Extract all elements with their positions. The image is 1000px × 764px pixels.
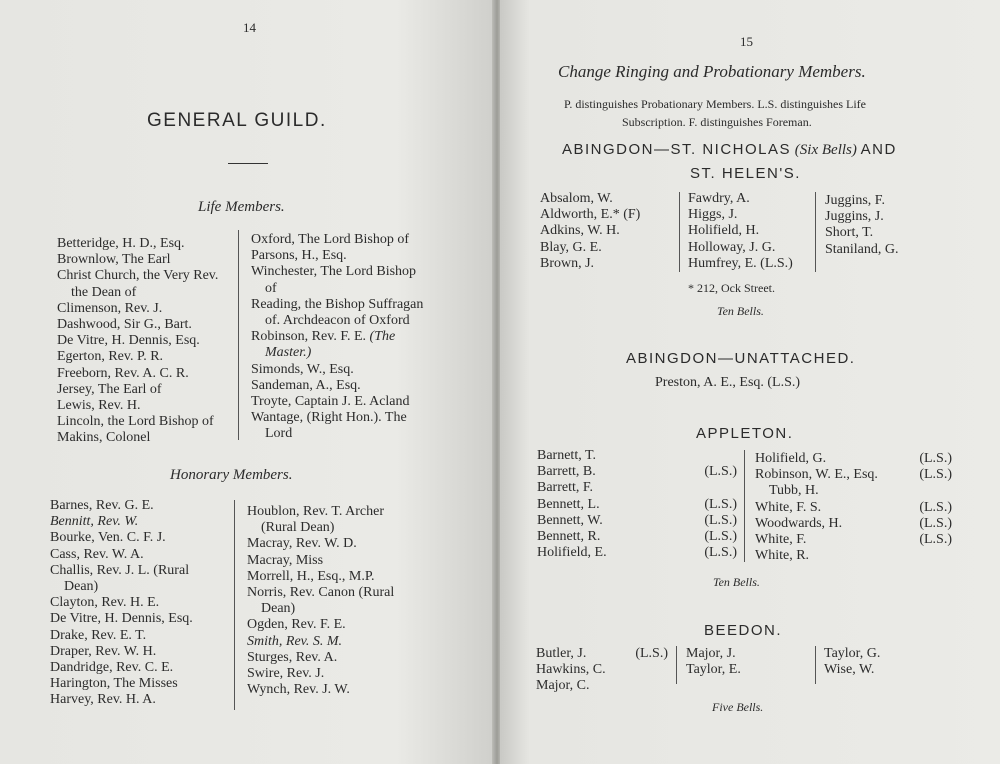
list-item: Lewis, Rev. H. (57, 398, 141, 414)
column-divider (238, 230, 239, 440)
list-item: Winchester, The Lord Bishop (251, 264, 417, 280)
beedon-col2 (686, 646, 741, 678)
list-item: Woodwards, H. (L.S.) (755, 515, 952, 531)
list-item: of (265, 280, 277, 296)
list-item: Betteridge, H. D., Esq. (57, 236, 185, 251)
list-item: Harington, The Misses (50, 676, 178, 692)
list-item: Harvey, Rev. H. A. (50, 692, 156, 708)
list-item: De Vitre, H. Dennis, Esq. (50, 611, 193, 627)
list-item: Morrell, H., Esq., M.P. (247, 568, 375, 584)
list-item: Wynch, Rev. J. W. (247, 682, 350, 698)
list-item: Lord (265, 426, 293, 442)
honorary-members-heading: Honorary Members. (170, 467, 293, 483)
beedon-col1 (536, 646, 668, 695)
list-item: White, F. S. (L.S.) (755, 499, 952, 515)
list-item: Wise, W. (824, 662, 875, 678)
list-item: Holloway, J. G. (688, 239, 776, 255)
unattached-heading: ABINGDON—UNATTACHED. (626, 350, 856, 367)
list-item: Taylor, G. (824, 646, 881, 661)
list-item: Sandeman, A., Esq. (251, 377, 361, 393)
list-item: Juggins, J. (825, 209, 884, 225)
list-item: Humfrey, E. (L.S.) (688, 255, 793, 271)
column-divider (815, 646, 816, 684)
list-item: White, R. (755, 548, 810, 564)
list-item: Makins, Colonel (57, 430, 151, 446)
beedon-heading: BEEDON. (704, 622, 783, 639)
honorary-members-col2 (247, 504, 394, 698)
list-item: Reading, the Bishop Suffragan (251, 296, 424, 312)
page-number: 14 (243, 20, 256, 35)
unattached-member: Preston, A. E., Esq. (L.S.) (655, 375, 801, 390)
life-members-col1 (57, 236, 218, 447)
column-divider (744, 450, 745, 562)
list-item: Master.) (265, 345, 312, 361)
list-item: Sturges, Rev. A. (247, 649, 338, 665)
list-item: Short, T. (825, 225, 874, 241)
list-item: Absalom, W. (540, 191, 613, 206)
legend-note-line1: P. distinguishes Probationary Members. L.S. distinguishes Life (564, 97, 866, 111)
life-members-heading: Life Members. (198, 199, 285, 215)
list-item: Egerton, Rev. P. R. (57, 349, 164, 365)
list-item: Brownlow, The Earl (57, 252, 171, 268)
list-item: Staniland, G. (825, 241, 899, 257)
abingdon-bells: Ten Bells. (717, 304, 764, 318)
life-members-col2 (251, 232, 423, 443)
list-item: Simonds, W., Esq. (251, 361, 354, 377)
list-item: Bourke, Ven. C. F. J. (50, 530, 166, 546)
right-page (500, 0, 1000, 764)
column-divider (679, 192, 680, 272)
list-item: Tubb, H. (769, 483, 819, 499)
page-title: GENERAL GUILD. (147, 110, 327, 131)
list-item: Ogden, Rev. F. E. (247, 617, 346, 633)
page-number: 15 (740, 34, 753, 49)
list-item: Robinson, W. E., Esq. (L.S.) (755, 467, 952, 483)
abingdon-heading: ABINGDON—ST. NICHOLAS (Six Bells) AND (562, 141, 897, 158)
honorary-members-col1 (50, 498, 193, 709)
list-item: Adkins, W. H. (540, 223, 620, 239)
list-item: Clayton, Rev. H. E. (50, 595, 160, 611)
list-item: Swire, Rev. J. (247, 666, 325, 682)
abingdon-col2 (688, 191, 793, 272)
list-item: Holifield, E. (L.S.) (537, 545, 737, 561)
list-item: Barrett, B. (L.S.) (537, 464, 737, 480)
list-item: the Dean of (71, 284, 137, 300)
appleton-bells: Ten Bells. (713, 575, 760, 589)
list-item: Troyte, Captain J. E. Acland (251, 394, 410, 410)
list-item: Drake, Rev. E. T. (50, 627, 147, 643)
list-item: Dean) (64, 579, 99, 595)
list-item: Smith, Rev. S. M. (247, 633, 342, 649)
list-item: Lincoln, the Lord Bishop of (57, 414, 214, 430)
list-item: Juggins, F. (825, 193, 885, 208)
list-item: Cass, Rev. W. A. (50, 546, 144, 562)
list-item: Bennett, W. (L.S.) (537, 512, 737, 528)
column-divider (676, 646, 677, 684)
abingdon-heading-line2: ST. HELEN'S. (690, 165, 801, 182)
list-item: Bennitt, Rev. W. (50, 514, 139, 530)
column-divider (234, 500, 235, 710)
list-item: Major, C. (536, 678, 590, 694)
list-item: Wantage, (Right Hon.). The (251, 410, 407, 426)
abingdon-col3 (825, 193, 899, 258)
list-item: Christ Church, the Very Rev. (57, 268, 219, 284)
appleton-heading: APPLETON. (696, 425, 794, 442)
list-item: Barnett, T. (537, 448, 596, 463)
list-item: of. Archdeacon of Oxford (265, 313, 410, 329)
list-item: Major, J. (686, 646, 736, 661)
list-item: Fawdry, A. (688, 191, 750, 206)
appleton-col2 (755, 451, 952, 564)
legend-note-line2: Subscription. F. distinguishes Foreman. (622, 115, 812, 129)
list-item: Challis, Rev. J. L. (Rural (50, 562, 190, 578)
list-item: Higgs, J. (688, 207, 738, 223)
list-item: De Vitre, H. Dennis, Esq. (57, 333, 200, 349)
list-item: Dashwood, Sir G., Bart. (57, 317, 192, 333)
list-item: (Rural Dean) (261, 520, 335, 536)
title-divider (228, 163, 268, 164)
beedon-bells: Five Bells. (712, 700, 764, 714)
list-item: Butler, J. (L.S.) (536, 646, 668, 661)
list-item: Norris, Rev. Canon (Rural (247, 585, 395, 601)
list-item: Barnes, Rev. G. E. (50, 498, 154, 513)
list-item: Macray, Rev. W. D. (247, 536, 357, 552)
list-item: Blay, G. E. (540, 239, 602, 255)
beedon-col3 (824, 646, 880, 678)
list-item: Holifield, H. (688, 223, 760, 239)
abingdon-col1 (540, 191, 640, 272)
list-item: Holifield, G. (L.S.) (755, 451, 952, 466)
list-item: Climenson, Rev. J. (57, 300, 163, 316)
list-item: Jersey, The Earl of (57, 381, 162, 397)
list-item: White, F. (L.S.) (755, 532, 952, 548)
list-item: Dandridge, Rev. C. E. (50, 660, 174, 676)
page-title: Change Ringing and Probationary Members. (558, 62, 866, 81)
list-item: Oxford, The Lord Bishop of (251, 232, 409, 247)
list-item: Taylor, E. (686, 662, 741, 678)
list-item: Robinson, Rev. F. E. (The (251, 329, 396, 345)
list-item: Freeborn, Rev. A. C. R. (57, 365, 189, 381)
list-item: Hawkins, C. (536, 662, 606, 678)
list-item: Bennett, R. (L.S.) (537, 529, 737, 545)
list-item: Brown, J. (540, 255, 595, 271)
appleton-col1 (537, 448, 737, 561)
list-item: Draper, Rev. W. H. (50, 643, 157, 659)
list-item: Barrett, F. (537, 480, 594, 496)
list-item: Aldworth, E.* (F) (540, 207, 641, 223)
list-item: Bennett, L. (L.S.) (537, 496, 737, 512)
list-item: Parsons, H., Esq. (251, 248, 347, 264)
column-divider (815, 192, 816, 272)
list-item: Dean) (261, 601, 296, 617)
list-item: Houblon, Rev. T. Archer (247, 504, 384, 519)
left-page (0, 0, 495, 764)
abingdon-footnote: * 212, Ock Street. (688, 281, 775, 295)
list-item: Macray, Miss (247, 552, 324, 568)
